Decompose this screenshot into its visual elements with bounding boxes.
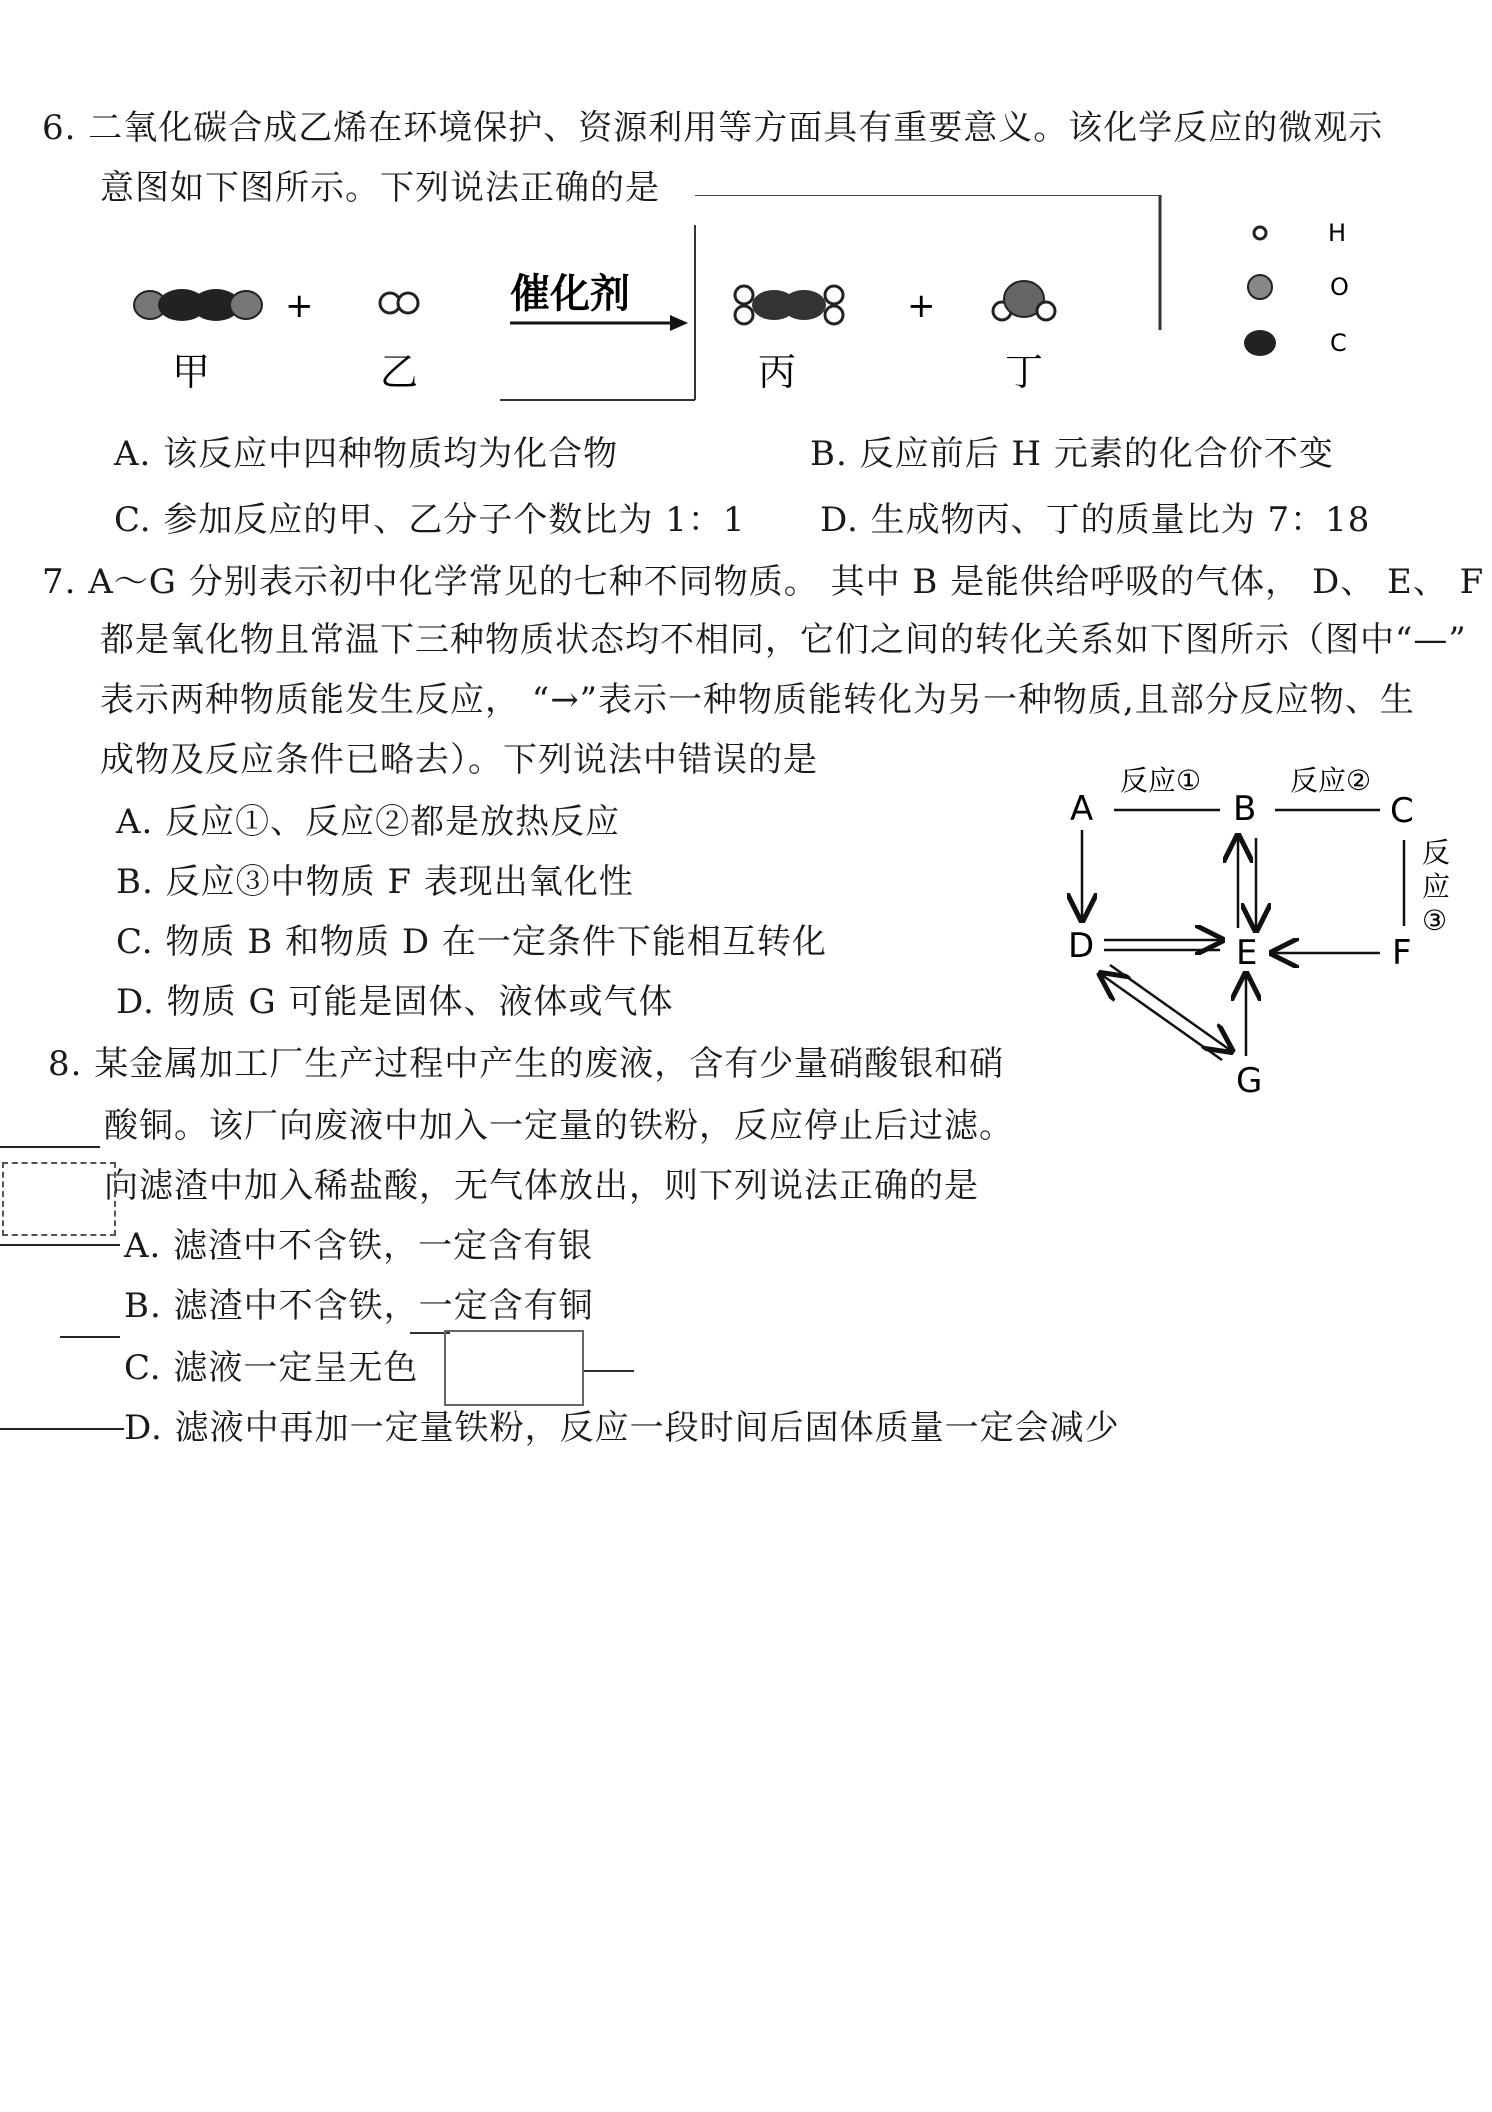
molecule-ding-icon: [993, 281, 1055, 320]
legend-c: C: [1330, 329, 1347, 357]
legend-o: O: [1330, 273, 1349, 301]
atom-legend: [1244, 219, 1349, 357]
q7-option-d[interactable]: D. 物质 G 可能是固体、液体或气体: [116, 982, 674, 1022]
reaction-1-label: 反应①: [1120, 764, 1202, 797]
q6-stem-line1: 6. 二氧化碳合成乙烯在环境保护、资源利用等方面具有重要意义。该化学反应的微观示: [42, 108, 1384, 148]
q6-option-c[interactable]: C. 参加反应的甲、乙分子个数比为 1：1: [114, 500, 746, 540]
oxygen-atom-icon: [1248, 275, 1272, 299]
margin-rule: [584, 1370, 634, 1372]
q6-option-b[interactable]: B. 反应前后 H 元素的化合价不变: [810, 434, 1334, 474]
node-a: A: [1070, 789, 1094, 829]
node-c: C: [1390, 791, 1414, 831]
catalyst-label: 催化剂: [510, 271, 630, 317]
label-yi: 乙: [380, 350, 419, 394]
hydrogen-atom-icon: [1254, 227, 1266, 239]
q7-option-a[interactable]: A. 反应①、反应②都是放热反应: [116, 802, 621, 842]
reaction-3-label-3: ③: [1422, 904, 1448, 937]
q8-option-b[interactable]: B. 滤渣中不含铁，一定含有铜: [124, 1286, 594, 1326]
q8-stem-line3: 向滤渣中加入稀盐酸，无气体放出，则下列说法正确的是: [104, 1166, 979, 1206]
q8-option-c[interactable]: C. 滤液一定呈无色: [124, 1348, 419, 1388]
node-b: B: [1233, 789, 1257, 829]
reaction-3-label-1: 反: [1422, 836, 1451, 869]
q8-option-d[interactable]: D. 滤液中再加一定量铁粉，反应一段时间后固体质量一定会减少: [124, 1408, 1120, 1448]
label-ding: 丁: [1005, 350, 1044, 394]
q6-stem-line2: 意图如下图所示。下列说法正确的是: [100, 168, 660, 208]
q6-reaction-diagram: [110, 195, 1410, 425]
q6-option-d[interactable]: D. 生成物丙、丁的质量比为 7：18: [820, 500, 1371, 540]
margin-rule: [0, 1244, 120, 1246]
label-jia: 甲: [172, 350, 211, 394]
reaction-3-label-2: 应: [1422, 870, 1451, 903]
carbon-atom-icon: [1244, 330, 1276, 356]
q7-stem-line1: 7. A～G 分别表示初中化学常见的七种不同物质。 其中 B 是能供给呼吸的气体， D、 E、 F: [42, 562, 1485, 602]
q7-stem-line3: 表示两种物质能发生反应， “→”表示一种物质能转化为另一种物质,且部分反应物、生: [100, 680, 1415, 720]
node-d: D: [1068, 926, 1095, 966]
reaction-2-label: 反应②: [1290, 764, 1372, 797]
q8-stem-line1: 8. 某金属加工厂生产过程中产生的废液，含有少量硝酸银和硝: [48, 1044, 1005, 1084]
margin-box: [2, 1162, 116, 1236]
molecule-yi-icon: [380, 293, 418, 313]
margin-rule: [0, 1146, 100, 1148]
margin-rule: [0, 1428, 124, 1430]
q7-relation-diagram: [1050, 750, 1470, 1120]
molecule-bing-icon: [735, 286, 843, 324]
score-box: [444, 1330, 584, 1406]
q7-option-b[interactable]: B. 反应③中物质 F 表现出氧化性: [116, 862, 634, 902]
node-e: E: [1236, 933, 1258, 973]
plus-sign-2: +: [907, 286, 936, 326]
label-bing: 丙: [758, 350, 797, 394]
q7-stem-line2: 都是氧化物且常温下三种物质状态均不相同，它们之间的转化关系如下图所示（图中“—”: [100, 620, 1467, 660]
q7-option-c[interactable]: C. 物质 B 和物质 D 在一定条件下能相互转化: [116, 922, 827, 962]
q6-option-a[interactable]: A. 该反应中四种物质均为化合物: [114, 434, 619, 474]
margin-rule: [60, 1336, 120, 1338]
plus-sign-1: +: [285, 286, 314, 326]
node-f: F: [1392, 933, 1412, 973]
molecule-jia-icon: [134, 289, 262, 321]
q7-stem-line4: 成物及反应条件已略去）。下列说法中错误的是: [100, 740, 818, 780]
q8-option-a[interactable]: A. 滤渣中不含铁，一定含有银: [124, 1226, 594, 1266]
legend-h: H: [1328, 219, 1347, 247]
q8-stem-line2: 酸铜。该厂向废液中加入一定量的铁粉，反应停止后过滤。: [104, 1106, 1014, 1146]
node-g: G: [1236, 1061, 1263, 1101]
